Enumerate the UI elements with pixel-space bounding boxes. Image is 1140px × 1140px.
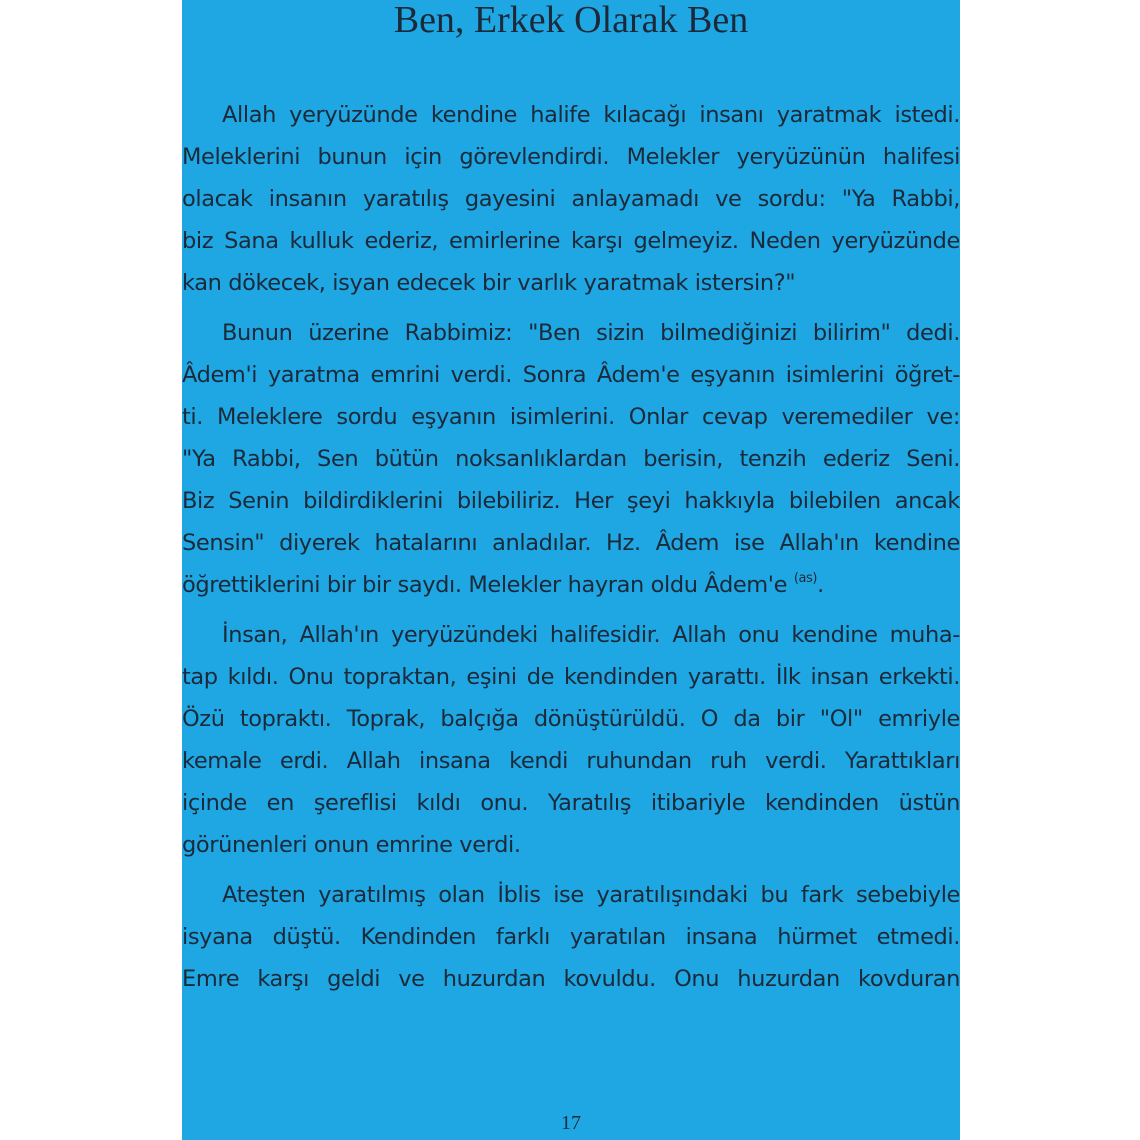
text-line: tap kıldı. Onu topraktan, eşini de kendinden yarattı. İlk insan erkekti. [182,664,960,690]
text-line: görünenleri onun emrine verdi. [182,832,521,858]
text-line: Allah yeryüzünde kendine halife kılacağı insanı yaratmak istedi. [222,102,960,128]
sentence-end: . [817,572,824,598]
text-line: "Ya Rabbi, Sen bütün noksanlıklardan berisin, tenzih ederiz Seni. [182,446,960,472]
text-line: Âdem'i yaratma emrini verdi. Sonra Âdem'e eşyanın isimlerini öğret- [182,362,960,388]
page-number: 17 [561,1112,581,1134]
text-line: içinde en şereflisi kıldı onu. Yaratılış itibariyle kendinden üstün [182,790,960,816]
text-line: Bunun üzerine Rabbimiz: "Ben sizin bilmediğinizi bilirim" dedi. [222,320,960,346]
paragraph-4 [182,874,960,1000]
text-line: İnsan, Allah'ın yeryüzündeki halifesidir. Allah onu kendine muha- [222,622,960,648]
text-line: Ateşten yaratılmış olan İblis ise yaratılışındaki bu fark sebebiyle [222,882,960,908]
text-line: isyana düştü. Kendinden farklı yaratılan insana hürmet etmedi. [182,924,960,950]
text-line: kan dökecek, isyan edecek bir varlık yaratmak istersin?" [182,270,796,296]
body-text [182,94,960,1008]
paragraph-1 [182,94,960,304]
text-line: kemale erdi. Allah insana kendi ruhundan ruh verdi. Yarattıkları [182,748,960,774]
text-line: ti. Meleklere sordu eşyanın isimlerini. Onlar cevap veremediler ve: [182,404,960,430]
text-line: Emre karşı geldi ve huzurdan kovuldu. Onu huzurdan kovduran [182,966,960,992]
footnote-marker: (as) [793,571,818,586]
paragraph-3 [182,614,960,866]
text-line: Biz Senin bildirdiklerini bilebiliriz. Her şeyi hakkıyla bilebilen ancak [182,488,960,514]
text-line: biz Sana kulluk ederiz, emirlerine karşı gelmeyiz. Neden yeryüzünde [182,228,960,254]
text-line: öğrettiklerini bir bir saydı. Melekler hayran oldu Âdem'e [182,572,788,598]
text-line: Meleklerini bunun için görevlendirdi. Melekler yeryüzünün halifesi [182,144,960,170]
paragraph-2 [182,312,960,606]
text-line: olacak insanın yaratılış gayesini anlayamadı ve sordu: "Ya Rabbi, [182,186,960,212]
text-line: Özü topraktı. Toprak, balçığa dönüştürüldü. O da bir "Ol" emriyle [182,706,960,732]
text-line-with-note [182,564,960,606]
page-title: Ben, Erkek Olarak Ben [393,0,749,41]
book-page [182,0,960,1140]
text-line: Sensin" diyerek hatalarını anladılar. Hz. Âdem ise Allah'ın kendine [182,530,960,556]
